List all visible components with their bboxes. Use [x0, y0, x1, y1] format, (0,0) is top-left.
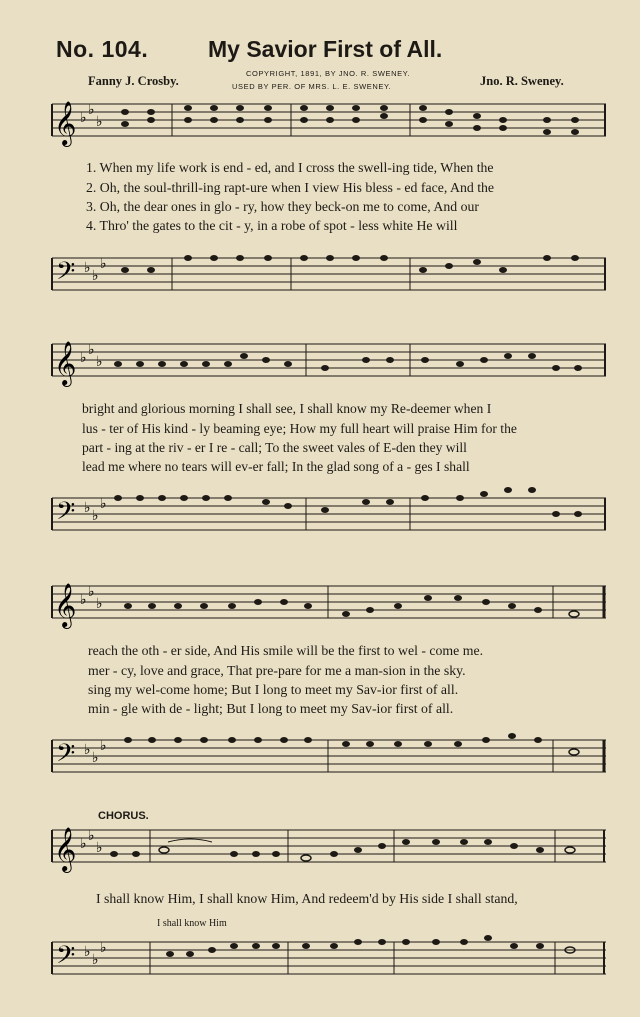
svg-text:𝄞: 𝄞	[54, 583, 77, 627]
treble-staff-system-3	[0, 574, 640, 644]
svg-text:𝄢: 𝄢	[56, 497, 76, 532]
svg-text:♭: ♭	[96, 115, 103, 130]
svg-text:♭: ♭	[84, 501, 91, 516]
verse-3-line-1: 3. Oh, the dear ones in glo - ry, how they beck-on me to come, And our	[86, 199, 479, 214]
bass-staff-system-1	[0, 246, 640, 316]
svg-text:♭: ♭	[80, 111, 87, 126]
svg-text:♭: ♭	[96, 597, 103, 612]
svg-text:𝄞: 𝄞	[54, 101, 77, 145]
svg-text:♭: ♭	[100, 497, 107, 512]
svg-text:♭: ♭	[88, 343, 95, 358]
svg-text:𝄢: 𝄢	[56, 941, 76, 976]
svg-text:♭: ♭	[84, 945, 91, 960]
svg-text:♭: ♭	[80, 837, 87, 852]
chorus-label: CHORUS.	[98, 810, 149, 822]
verse-2-line-1: 2. Oh, the soul-thrill-ing rapt-ure when I view His bless - ed face, And the	[86, 180, 495, 195]
verse-1-line-2: bright and glorious morning I shall see, I shall know my Re-deemer when I	[82, 401, 492, 416]
svg-text:𝄞: 𝄞	[54, 341, 77, 385]
chorus-bass-cue: I shall know Him	[157, 918, 227, 929]
copyright-line: COPYRIGHT, 1891, BY JNO. R. SWENEY.	[246, 69, 411, 78]
svg-text:♭: ♭	[96, 841, 103, 856]
svg-text:♭: ♭	[80, 593, 87, 608]
verse-2-line-3: mer - cy, love and grace, That pre-pare for me a man-sion in the sky.	[88, 663, 466, 678]
svg-text:♭: ♭	[100, 941, 107, 956]
chorus-lyric: I shall know Him, I shall know Him, And redeem'd by His side I shall stand,	[96, 891, 518, 906]
verse-1-line-3: reach the oth - er side, And His smile will be the first to wel - come me.	[88, 643, 484, 658]
svg-text:♭: ♭	[80, 351, 87, 366]
treble-staff-system-1	[0, 92, 640, 162]
bass-staff-system-3	[0, 728, 640, 798]
verse-3-line-2: part - ing at the riv - er I re - call; To the sweet vales of E-den they will	[82, 440, 467, 455]
svg-text:♭: ♭	[92, 269, 99, 284]
hymn-title: My Savior First of All.	[208, 36, 443, 62]
composer-credit: Jno. R. Sweney.	[480, 74, 564, 88]
svg-text:𝄢: 𝄢	[56, 739, 76, 774]
verse-2-line-2: lus - ter of His kind - ly beaming eye; How my full heart will praise Him for the	[82, 421, 517, 436]
svg-text:♭: ♭	[92, 953, 99, 968]
svg-text:♭: ♭	[92, 751, 99, 766]
svg-text:𝄢: 𝄢	[56, 257, 76, 292]
svg-text:♭: ♭	[96, 355, 103, 370]
svg-text:♭: ♭	[88, 103, 95, 118]
permission-line: USED BY PER. OF MRS. L. E. SWENEY.	[232, 82, 392, 91]
treble-staff-chorus	[0, 818, 640, 888]
hymn-number: No. 104.	[56, 36, 149, 62]
svg-text:♭: ♭	[100, 257, 107, 272]
svg-text:♭: ♭	[100, 739, 107, 754]
verse-1-line-1: 1. When my life work is end - ed, and I cross the swell-ing tide, When the	[86, 160, 494, 175]
svg-text:♭: ♭	[88, 829, 95, 844]
bass-staff-system-2	[0, 486, 640, 556]
bass-staff-chorus	[0, 930, 640, 994]
author-credit: Fanny J. Crosby.	[88, 74, 179, 88]
svg-text:♭: ♭	[84, 743, 91, 758]
svg-text:♭: ♭	[92, 509, 99, 524]
verse-4-line-2: lead me where no tears will ev-er fall; In the glad song of a - ges I shall	[82, 459, 470, 474]
verse-4-line-3: min - gle with de - light; But I long to meet my Sav-ior first of all.	[88, 701, 454, 716]
svg-text:♭: ♭	[84, 261, 91, 276]
treble-staff-system-2	[0, 332, 640, 402]
verse-3-line-3: sing my wel-come home; But I long to meet my Sav-ior first of all.	[88, 682, 459, 697]
svg-text:𝄞: 𝄞	[54, 827, 77, 871]
verse-4-line-1: 4. Thro' the gates to the cit - y, in a robe of spot - less white He will	[86, 218, 458, 233]
svg-text:♭: ♭	[88, 585, 95, 600]
